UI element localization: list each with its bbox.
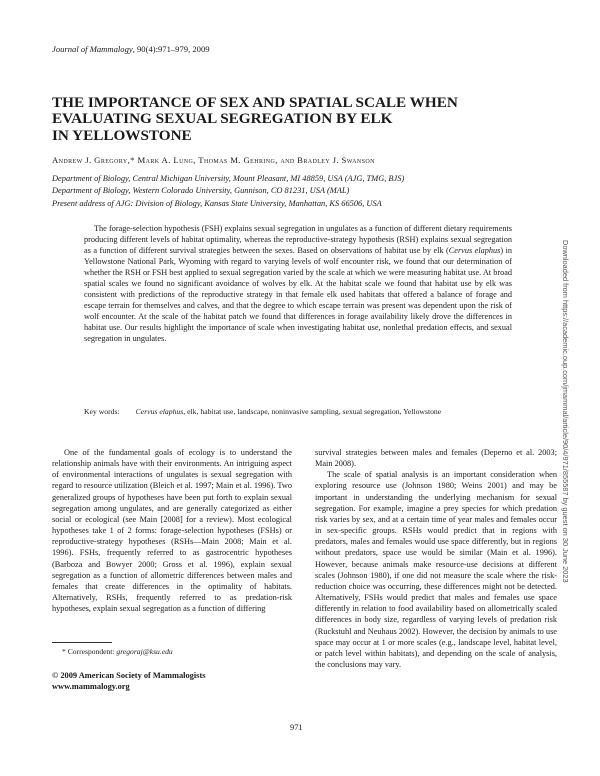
download-watermark: Downloaded from https://academic.oup.com/jmammal/article/90/4/971/855587 by guest on 30 June 2023 xyxy=(561,240,570,583)
keyword-list: , elk, habitat use, landscape, noninvasive sampling, sexual segregation, Yellowstone xyxy=(183,407,442,416)
copyright-line: © 2009 American Society of Mammalogists xyxy=(52,671,206,680)
journal-name: Journal of Mammalogy xyxy=(52,44,133,54)
journal-volume: , 90(4):971–979, 2009 xyxy=(132,44,210,54)
title-line: IN YELLOWSTONE xyxy=(52,126,192,144)
title-line: THE IMPORTANCE OF SEX AND SPATIAL SCALE WHEN xyxy=(52,94,458,111)
keyword-species: Cervus elaphus xyxy=(135,407,184,416)
page-number: 971 xyxy=(290,723,303,732)
abstract-text: ) in Yellowstone National Park, Wyoming with regard to varying levels of wolf encounter risk, we found that our determination of whether the RSH or FSH best applied to sexual segregation varied by the scale at which we were measuring habitat use. At broad spatial scales we found no significant avoidance of wolves by elk. At the habitat scale we found that habitat use by elk was consistent with predictions of the reproductive strategy in that female elk used habitats that offered a balance of forage and escape terrain for themselves and calves, and that the degree to which escape terrain was present was dependent upon the risk of wolf encounter. At the scale of the habitat patch we found that differences in forage availability likely drove the differences in habitat use. Our results highlight the importance of scale when investigating habitat use, nonlethal predation effects, and sexual segregation in ungulates. xyxy=(84,246,513,344)
body-column-left xyxy=(52,447,292,614)
author-list: Andrew J. Gregory,* Mark A. Lung, Thomas M. Gehring, and Bradley J. Swanson xyxy=(52,155,375,165)
body-column-right xyxy=(315,447,557,670)
journal-citation xyxy=(52,44,210,54)
body-paragraph: One of the fundamental goals of ecology is to understand the relationship animals have with their environments. An intriguing aspect of environmental interactions of ungulates is sexual segregation with regard to resource utilization (Bleich et al. 1997; Main et al. 1996). Two generalized groups of hypotheses have been put forth to explain sexual segregation among ungulates, and are generally categorized as either social or ecological (see Main [2008] for a review). Most ecological hypotheses take 1 of 2 forms: forage-selection hypotheses (FSHs) or reproductive-strategy hypotheses (RSHs—Main 2008; Main et al. 1996). FSHs, frequently referred to as gastrocentric hypotheses (Barboza and Bowyer 2000; Gross et al. 1996), explain sexual segregation as a function of allometric differences between males and females that create differences in the optimality of habitats. Alternatively, RSHs, frequently referred to as predation-risk hypotheses, explain sexual segregation as a function of differing xyxy=(52,448,292,614)
body-paragraph: survival strategies between males and females (Deperno et al. 2003; Main 2008). xyxy=(315,448,557,469)
title-line: EVALUATING SEXUAL SEGREGATION BY ELK xyxy=(52,110,393,128)
abstract xyxy=(84,223,512,345)
footnote-label: * Correspondent: xyxy=(62,647,115,656)
copyright-block xyxy=(52,670,206,692)
affiliation: Present address of AJG: Division of Biology, Kansas State University, Manhattan, KS 66506, USA xyxy=(52,198,382,208)
society-url: www.mammalogy.org xyxy=(52,682,130,691)
affiliation: Department of Biology, Central Michigan University, Mount Pleasant, MI 48859, USA (AJG, TMG, BJS) xyxy=(52,174,405,183)
article-title xyxy=(52,95,512,144)
keywords-label: Key words: xyxy=(84,407,120,416)
abstract-species: Cervus elaphus xyxy=(448,246,501,256)
affiliations xyxy=(52,173,404,210)
correspondent-footnote xyxy=(62,647,173,656)
body-paragraph: The scale of spatial analysis is an important consideration when exploring resource use (Johnson 1980; Weins 2001) and may be important in understanding the underlying mechanism for sexual segregation. For example, imagine a prey species for which predation risk varies by sex, and at a certain time of year males and females occur in sex-specific groups. RSHs would predict that in regions with predators, males and females would use space differently, but in regions without predators, space use would be similar (Main et al. 1996). However, because animals make resource-use decisions at different scales (Johnson 1980), if one did not measure the scale where the risk-reduction choice was occurring, these differences might not be detected. Alternatively, FSHs would predict that males and females use space differently in relation to food availability based on allometrically scaled differences in body size, regardless of varying levels of predation risk (Ruckstuhl and Neuhaus 2002). However, the decision by animals to use space may occur at 1 or more scales (e.g., landscape level, habitat level, or patch level within habitats), and depending on the scale of analysis, the conclusions may vary. xyxy=(315,470,557,669)
correspondent-email: gregoraj@ksu.edu xyxy=(116,647,173,656)
abstract-text: The forage-selection hypothesis (FSH) explains sexual segregation in ungulates as a function of different dietary requirements producing different levels of habitat optimality, whereas the reproductive-strategy hypothesis (RSH) explains sexual segregation as a function of different survival strategies between the sexes. Based on observations of habitat use by elk ( xyxy=(84,224,512,256)
footnote-divider xyxy=(52,642,112,643)
affiliation: Department of Biology, Western Colorado University, Gunnison, CO 81231, USA (MAL) xyxy=(52,186,350,196)
keywords xyxy=(84,407,524,416)
